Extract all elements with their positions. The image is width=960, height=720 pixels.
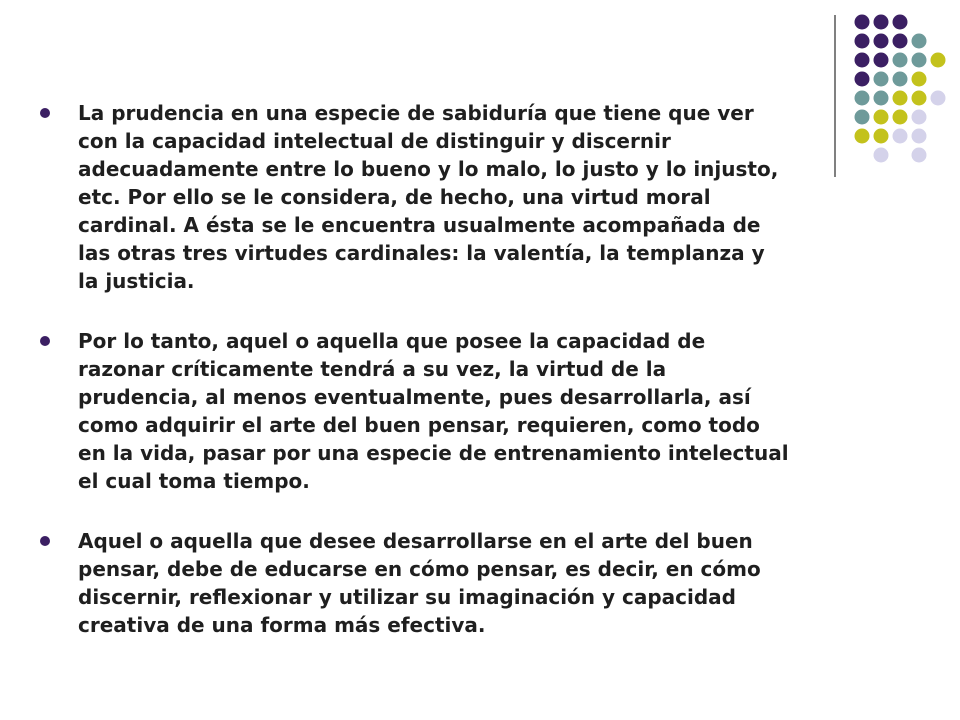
- decorative-dot-olive: [874, 129, 889, 144]
- bullet-1-line-1: La prudencia en una especie de sabiduría que tiene que ver: [78, 101, 754, 125]
- decorative-dot-olive: [912, 72, 927, 87]
- bullet-marker: [40, 336, 50, 346]
- decorative-dot-lavender: [912, 110, 927, 125]
- bullet-2-line-3: prudencia, al menos eventualmente, pues desarrollarla, así: [78, 385, 751, 409]
- decorative-dot-purple: [893, 34, 908, 49]
- decorative-dot-purple: [855, 72, 870, 87]
- bullet-2-line-2: razonar críticamente tendrá a su vez, la virtud de la: [78, 357, 667, 381]
- bullet-3-line-3: discernir, reflexionar y utilizar su imaginación y capacidad: [78, 585, 736, 609]
- decorative-dot-lavender: [931, 91, 946, 106]
- bullet-2-line-6: el cual toma tiempo.: [78, 469, 310, 493]
- decorative-dot-olive: [893, 91, 908, 106]
- decorative-dot-purple: [874, 34, 889, 49]
- bullet-1-line-4: etc. Por ello se le considera, de hecho, una virtud moral: [78, 185, 711, 209]
- bullet-1-line-6: las otras tres virtudes cardinales: la valentía, la templanza y: [78, 241, 765, 265]
- bullet-item-3: [40, 527, 840, 639]
- bullet-list: [40, 99, 840, 671]
- decorative-dot-purple: [874, 53, 889, 68]
- bullet-2-line-1: Por lo tanto, aquel o aquella que posee la capacidad de: [78, 329, 706, 353]
- decorative-dot-purple: [874, 15, 889, 30]
- bullet-1-line-2: con la capacidad intelectual de distinguir y discernir: [78, 129, 671, 153]
- bullet-marker: [40, 108, 50, 118]
- decorative-dot-olive: [855, 129, 870, 144]
- decorative-dot-teal: [855, 91, 870, 106]
- decorative-dot-olive: [931, 53, 946, 68]
- decorative-dot-teal: [893, 53, 908, 68]
- decorative-dot-olive: [874, 110, 889, 125]
- decorative-dot-purple: [893, 15, 908, 30]
- decorative-dot-lavender: [912, 148, 927, 163]
- bullet-item-1: [40, 99, 840, 295]
- bullet-item-2: [40, 327, 840, 495]
- bullet-2-line-5: en la vida, pasar por una especie de entrenamiento intelectual: [78, 441, 789, 465]
- bullet-3-line-4: creativa de una forma más efectiva.: [78, 613, 486, 637]
- decorative-dot-lavender: [874, 148, 889, 163]
- decorative-dot-teal: [874, 91, 889, 106]
- bullet-3-line-2: pensar, debe de educarse en cómo pensar, es decir, en cómo: [78, 557, 761, 581]
- bullet-1-line-7: la justicia.: [78, 269, 195, 293]
- bullet-marker: [40, 536, 50, 546]
- decorative-dot-purple: [855, 15, 870, 30]
- decorative-dot-purple: [855, 34, 870, 49]
- decorative-dot-teal: [893, 72, 908, 87]
- bullet-3-line-1: Aquel o aquella que desee desarrollarse en el arte del buen: [78, 529, 753, 553]
- bullet-1-line-5: cardinal. A ésta se le encuentra usualmente acompañada de: [78, 213, 761, 237]
- decorative-dot-olive: [912, 91, 927, 106]
- decorative-dot-lavender: [912, 129, 927, 144]
- decorative-dot-teal: [874, 72, 889, 87]
- decorative-dot-purple: [855, 53, 870, 68]
- bullet-1-line-3: adecuadamente entre lo bueno y lo malo, lo justo y lo injusto,: [78, 157, 779, 181]
- decorative-dot-teal: [855, 110, 870, 125]
- decorative-dot-lavender: [893, 129, 908, 144]
- bullet-2-line-4: como adquirir el arte del buen pensar, requieren, como todo: [78, 413, 760, 437]
- decorative-dot-olive: [893, 110, 908, 125]
- decorative-dot-teal: [912, 34, 927, 49]
- decorative-dot-teal: [912, 53, 927, 68]
